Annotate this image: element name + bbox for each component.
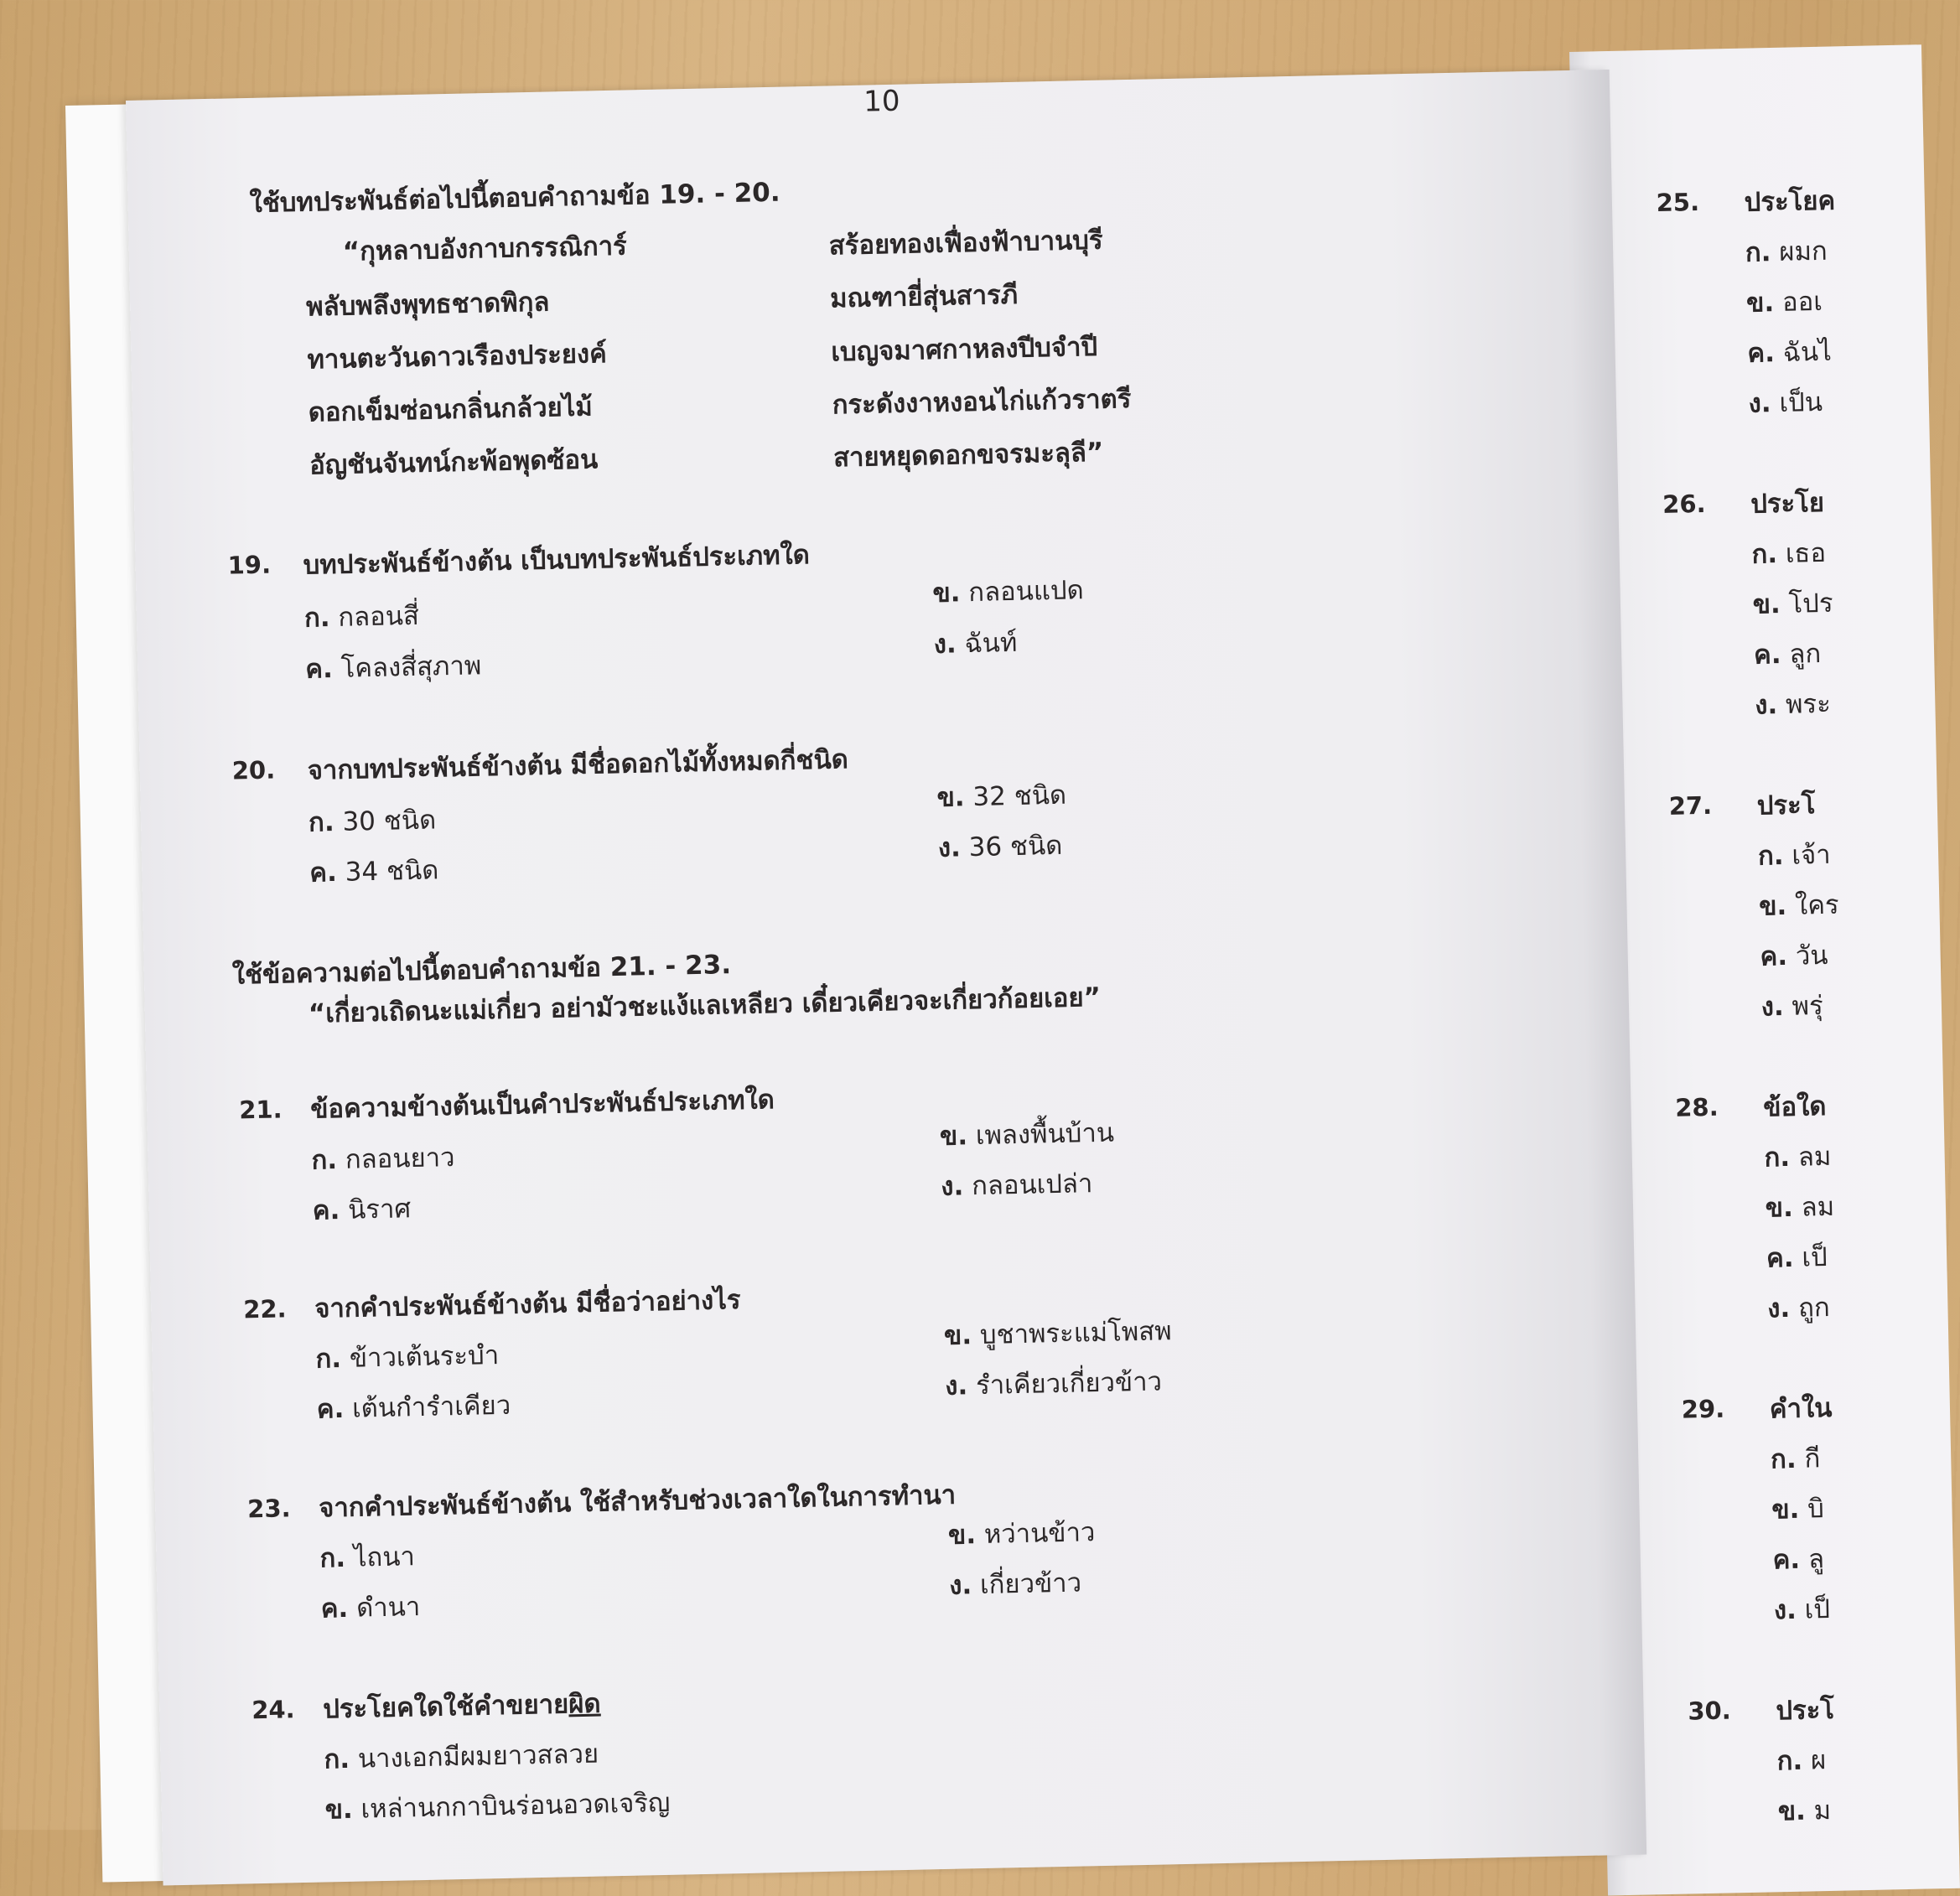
question-number: 24. [251,1695,295,1725]
option-kho-khwai[interactable]: ค. ฉันไ [1747,336,1833,369]
option-kho-khwai[interactable]: ค. โคลงสี่สุภาพ [304,650,482,685]
poem-line: “กุหลาบอังกาบกรรณิการ์ [342,231,628,267]
question-text: ประโยค [1744,185,1836,218]
question-number: 19. [227,550,272,580]
option-ka[interactable]: ก. ลม [1764,1141,1832,1173]
poem-line: มณฑายี่สุ่นสารภี [829,279,1019,314]
option-kho[interactable]: ข. เพลงพื้นบ้าน [939,1117,1115,1152]
option-ka[interactable]: ก. 30 ชนิด [308,805,437,838]
poem-line: ดอกเข็มซ่อนกลิ่นกล้วยไม้ [308,391,594,428]
question-number: 29. [1681,1394,1725,1424]
option-ka[interactable]: ก. ไถนา [319,1541,416,1574]
poem-line: สร้อยทองเฟื่องฟ้าบานบุรี [828,225,1103,262]
option-kho[interactable]: ข. ม [1777,1795,1832,1827]
option-ngo[interactable]: ง. เกี่ยวข้าว [948,1567,1082,1601]
option-kho[interactable]: ข. ออเ [1745,286,1823,319]
option-kho[interactable]: ข. ใคร [1758,889,1839,922]
question-text: บทประพันธ์ข้างต้น เป็นบทประพันธ์ประเภทใด [303,540,811,581]
option-ngo[interactable]: ง. ถูก [1766,1292,1831,1324]
question-text: ประโยคใดใช้คำขยายผิด [322,1688,601,1725]
option-kho[interactable]: ข. หว่านข้าว [947,1517,1096,1551]
option-kho-khwai[interactable]: ค. 34 ชนิด [309,855,439,888]
question-text: คำใน [1769,1392,1833,1425]
option-kho[interactable]: ข. 32 ชนิด [936,780,1067,813]
question-number: 27. [1668,790,1713,821]
question-number: 21. [238,1095,283,1125]
question-number: 22. [242,1294,287,1324]
poem-line: ทานตะวันดาวเรืองประยงค์ [307,339,608,376]
instruction-poem: ใช้บทประพันธ์ต่อไปนี้ตอบคำถามข้อ 19. - 20. [249,177,780,219]
question-number: 30. [1688,1696,1732,1726]
option-kho-khwai[interactable]: ค. เป็ [1766,1241,1828,1274]
option-kho[interactable]: ข. ลม [1765,1191,1835,1224]
question-text: จากคำประพันธ์ข้างต้น ใช้สำหรับช่วงเวลาใดในการทำนา [318,1479,957,1524]
question-text: ข้อใด [1762,1090,1827,1123]
poem-line: เบญจมาศกาหลงปีบจำปี [831,331,1098,368]
option-kho[interactable]: ข. โปร [1752,588,1833,620]
option-ngo[interactable]: ง. ฉันท์ [933,627,1018,660]
option-kho-khwai[interactable]: ค. ลู [1772,1544,1825,1576]
option-kho[interactable]: ข. บิ [1771,1494,1825,1526]
option-ngo[interactable]: ง. เป็ [1773,1594,1831,1626]
poem-line: กระดังงาหงอนไก่แก้วราตรี [832,383,1132,421]
option-kho[interactable]: ข. กลอนแปด [932,575,1085,609]
option-kho-khwai[interactable]: ค. นิราศ [312,1194,412,1226]
option-kho[interactable]: ข. บูชาพระแม่โพสพ [943,1316,1172,1351]
option-ngo[interactable]: ง. เป็น [1748,386,1823,419]
left-page [126,70,1646,1886]
option-ka[interactable]: ก. กี [1770,1443,1821,1475]
option-ngo[interactable]: ง. พรุ่ [1760,991,1824,1023]
option-kho-khwai[interactable]: ค. ลูก [1753,639,1822,671]
option-ka[interactable]: ก. ผ [1776,1745,1827,1777]
question-text: ประโ [1776,1694,1835,1727]
question-number: 25. [1656,187,1700,217]
question-text: ประโย [1750,487,1825,520]
option-ka[interactable]: ก. เจ้า [1757,839,1831,872]
option-ka[interactable]: ก. ข้าวเต้นระบำ [315,1340,500,1375]
option-kho[interactable]: ข. เหล่านกกาบินร่อนอวดเจริญ [324,1787,671,1826]
option-kho-khwai[interactable]: ค. วัน [1760,940,1828,972]
question-text: ข้อความข้างต้นเป็นคำประพันธ์ประเภทใด [309,1085,775,1125]
option-ka[interactable]: ก. เธอ [1751,537,1827,570]
option-ka[interactable]: ก. นางเอกมีผมยาวสลวย [324,1738,599,1775]
page-number: 10 [863,84,900,119]
option-kho-khwai[interactable]: ค. ดำนา [320,1592,421,1624]
option-ngo[interactable]: ง. รำเคียวเกี่ยวข้าว [944,1366,1163,1401]
option-ka[interactable]: ก. ผมก [1745,236,1828,268]
option-ngo[interactable]: ง. พระ [1754,688,1832,721]
poem-line: อัญชันจันทน์กะพ้อพุดซ้อน [309,444,599,481]
option-ka[interactable]: ก. กลอนยาว [311,1142,455,1176]
instruction-quote: ใช้ข้อความต่อไปนี้ตอบคำถามข้อ 21. - 23. [231,950,732,991]
question-number: 28. [1674,1092,1719,1122]
option-ngo[interactable]: ง. กลอนเปล่า [940,1168,1093,1202]
question-number: 20. [231,755,276,785]
option-kho-khwai[interactable]: ค. เต้นกำรำเคียว [316,1390,511,1425]
option-ngo[interactable]: ง. 36 ชนิด [937,830,1063,863]
question-number: 23. [246,1494,291,1524]
question-text: ประโ [1756,790,1816,821]
option-ka[interactable]: ก. กลอนสี่ [303,600,420,634]
question-number: 26. [1662,489,1706,519]
question-text: จากคำประพันธ์ข้างต้น มีชื่อว่าอย่างไร [314,1284,741,1324]
quote: “เกี่ยวเถิดนะแม่เกี่ยว อย่ามัวชะแง้แลเหลียว เดี๋ยวเคียวจะเกี่ยวก้อยเอย” [308,982,1102,1029]
poem-line: สายหยุดดอกขจรมะลุลี” [832,437,1104,474]
poem-line: พลับพลึงพุทธชาดพิกุล [305,287,550,323]
question-text: จากบทประพันธ์ข้างต้น มีชื่อดอกไม้ทั้งหมดกี่ชนิด [307,744,849,786]
